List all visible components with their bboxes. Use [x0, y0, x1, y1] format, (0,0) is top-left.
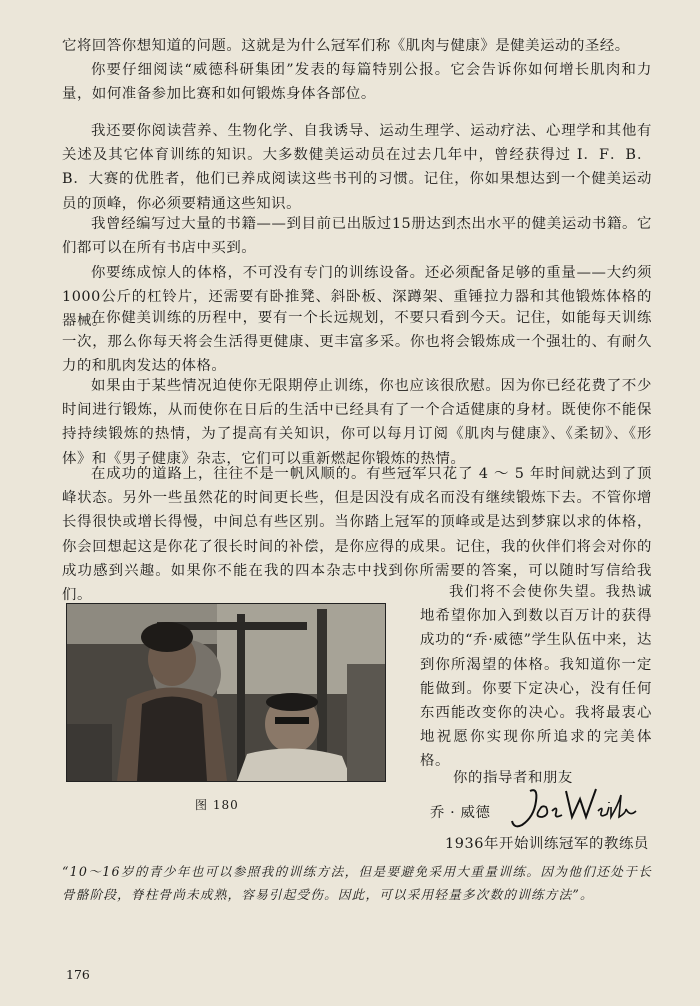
paragraph-8: 在成功的道路上，往往不是一帆风顺的。有些冠军只花了 4 ～ 5 年时间就达到了顶峰状态。另外一些虽然花的时间更长些，但是因没有成名而没有继续锻炼下去。不管你增长得很快或增长得慢，中间总有些区别。当你踏上冠军的顶峰或是达到梦寐以求的体格，你会回想起这是你花了很长时间的补偿，是你应得的成果。记住，我的伙伴们将会对你的成功感到兴趣。如果你不能在我的四本杂志中找到你所需要的答案，可以随时写信给我们。	[62, 466, 652, 604]
closing-line: 你的指导者和朋友	[453, 770, 573, 786]
paragraph-5: 你要练成惊人的体格，不可没有专门的训练设备。还必须配备足够的重量——大约须1000公斤的杠铃片，还需要有卧推凳、斜卧板、深蹲架、重锤拉力器和其他锻炼体格的器械。	[62, 265, 652, 330]
training-photo	[66, 603, 386, 782]
author-name: 乔 · 威德	[430, 805, 491, 821]
footnote: “10～16岁的青少年也可以参照我的训练方法，但是要避免采用大重量训练。因为他们还处于长骨骼阶段，脊柱骨尚未成熟，容易引起受伤。因此，可以采用轻量多次数的训练方法”。	[62, 864, 652, 902]
paragraph-6: 在你健美训练的历程中，要有一个长远规划，不要只看到今天。记住，如能每天训练一次，那么你每天将会生活得更健康、更丰富多采。你也将会锻炼成一个强壮的、有耐久力的和肌肉发达的体格。	[62, 310, 652, 375]
paragraph-3: 我还要你阅读营养、生物化学、自我诱导、运动生理学、运动疗法、心理学和其他有关述及其它体育训练的知识。大多数健美运动员在过去几年中，曾经获得过 I．F．B．B．大赛的优胜者，他们已养成阅读这些书刊的习惯。记住，你如果想达到一个健美运动员的顶峰，你必须要精通这些知识。	[62, 123, 652, 212]
figure-caption: 图 180	[195, 798, 239, 812]
page-number: 176	[66, 967, 90, 982]
author-title: 1936年开始训练冠军的教练员	[445, 836, 649, 852]
paragraph-7: 如果由于某些情况迫使你无限期停止训练，你也应该很欣慰。因为你已经花费了不少时间进行锻炼，从而使你在日后的生活中已经具有了一个合适健康的身材。既使你不能保持持续锻炼的热情，为了提高有关知识，你可以每月订阅《肌肉与健康》、《柔韧》、《形体》和《男子健康》杂志，它们可以重新燃起你锻炼的热情。	[62, 378, 652, 467]
side-paragraph: 我们将不会使你失望。我热诚地希望你加入到数以百万计的获得成功的“乔·威德”学生队伍中来，达到你所渴望的体格。我知道你一定能做到。你要下定决心，没有任何东西能改变你的决心。我将最衷心地祝愿你实现你所追求的完美体格。	[420, 584, 652, 770]
paragraph-4: 我曾经编写过大量的书籍——到目前已出版过15册达到杰出水平的健美运动书籍。它们都可以在所有书店中买到。	[62, 216, 652, 257]
author-signature	[508, 783, 638, 837]
paragraph-1: 它将回答你想知道的问题。这就是为什么冠军们称《肌肉与健康》是健美运动的圣经。	[62, 38, 630, 54]
paragraph-2: 你要仔细阅读“威德科研集团”发表的每篇特别公报。它会告诉你如何增长肌肉和力量，如何准备参加比赛和如何锻炼身体各部位。	[62, 62, 652, 103]
